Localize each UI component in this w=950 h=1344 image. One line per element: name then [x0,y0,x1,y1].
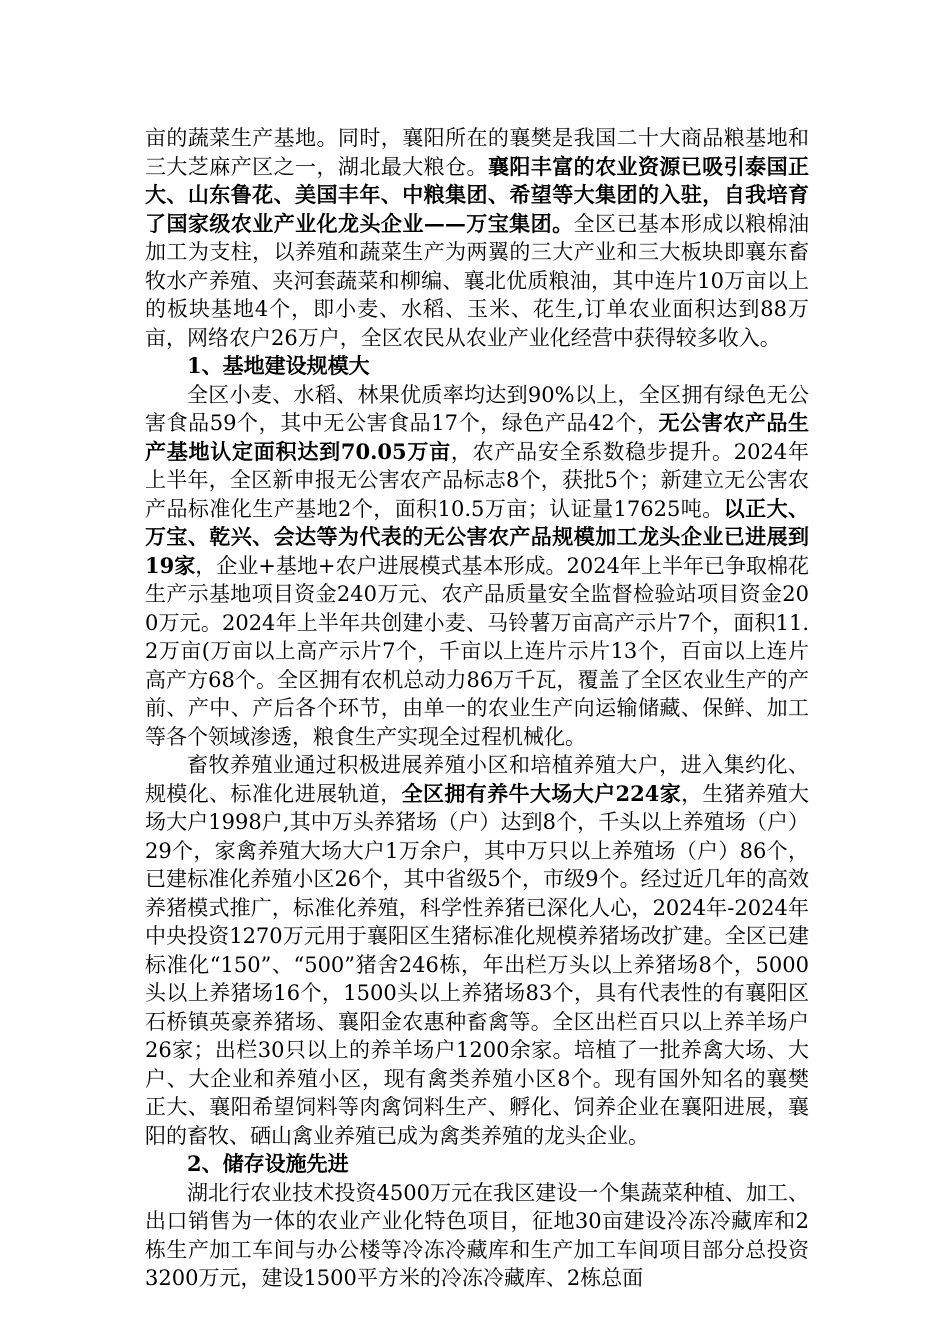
text-run: 湖北行农业技术投资4500万元在我区建设一个集蔬菜种植、加工、出口销售为一体的农业产业化特色项目，征地30亩建设冷冻冷藏库和2栋生产加工车间与办公楼等冷冻冷藏库和生产加工车间项目部分总投资3200万元，建设1500平方米的冷冻冷藏库、2栋总面 [145,1180,809,1290]
text-run: ，企业+基地+农户进展模式基本形成。2024年上半年已争取棉花生产示基地项目资金240万元、农产品质量安全监督检验站项目资金200万元。2024年上半年共创建小麦、马铃薯万亩高产示片7个，面积11.2万亩(万亩以上高产示片7个，千亩以上连片示片13个，百亩以上连片高产方68个。全区拥有农机总动力86万千瓦，覆盖了全区农业生产的产前、产中、产后各个环节，由单一的农业生产向运输储藏、保鲜、加工等各个领域渗透，粮食生产实现全过程机械化。 [145,553,809,749]
text-run: 亩的蔬菜生产基地。同时，襄阳所在的襄樊是我国二十大商品粮基地和三大芝麻产区之一，湖北最大粮仓。 [145,126,809,179]
text-run: 全区已基本形成以粮棉油加工为支柱，以养殖和蔬菜生产为两翼的三大产业和三大板块即襄东畜牧水产养殖、夹河套蔬菜和柳编、襄北优质粮油，其中连片10万亩以上的板块基地4个，即小麦、水稻、玉米、花生,订单农业面积达到88万亩，网络农户26万户，全区农民从农业产业化经营中获得较多收入。 [145,211,809,350]
text-run-bold: 襄阳丰富的农业资源已吸引泰国正大、山东鲁花、美国丰年、中粮集团、希望等大集团的入驻，自我培育了国家级农业产业化龙头企业——万宝集团。 [145,153,810,236]
heading-text: 2、储存设施先进 [187,1151,349,1176]
text-run: 全区小麦、水稻、林果优质率均达到90%以上，全区拥有绿色无公害食品59个，其中无公害食品17个，绿色产品42个， [145,382,809,435]
body-paragraph [145,124,809,352]
text-run: 畜牧养殖业通过积极进展养殖小区和培植养殖大户，进入集约化、规模化、标准化进展轨道， [145,753,809,806]
heading-text: 1、基地建设规模大 [187,353,370,378]
section-heading [145,352,809,381]
document-page [145,124,809,1293]
text-run: ，生猪养殖大场大户1998户,其中万头养猪场（户）达到8个，千头以上养殖场（户）29个，家禽养殖大场大户1万余户，其中万只以上养殖场（户）86个，已建标准化养殖小区26个，其中省级5个，市级9个。经过近几年的高效养猪模式推广，标准化养殖，科学性养猪已深化人心，2024年-2024年中央投资1270万元用于襄阳区生猪标准化规模养猪场改扩建。全区已建标准化“150”、“500”猪舍246栋，年出栏万头以上养猪场8个，5000头以上养猪场16个，1500头以上养猪场83个，具有代表性的有襄阳区石桥镇英豪养猪场、襄阳金农惠种畜禽等。全区出栏百只以上养羊场户26家；出栏30只以上的养羊场户1200余家。培植了一批养禽大场、大户、大企业和养殖小区，现有禽类养殖小区8个。现有国外知名的襄樊正大、襄阳希望饲料等肉禽饲料生产、孵化、饲养企业在襄阳进展，襄阳的畜牧、硒山禽业养殖已成为禽类养殖的龙头企业。 [145,781,810,1148]
body-paragraph [145,381,809,752]
body-paragraph [145,751,809,1150]
text-run-bold: 全区拥有养牛大场大户224家 [401,780,682,806]
text-run: ，农产品安全系数稳步提升。2024年上半年，全区新申报无公害农产品标志8个，获批5个；新建立无公害农产品标准化生产基地2个，面积10.5万亩；认证量17625吨。 [145,439,809,521]
body-paragraph [145,1179,809,1293]
text-run-bold: 以正大、万宝、乾兴、会达等为代表的无公害农产品规模加工龙头企业已进展到19家 [145,495,810,578]
section-heading [145,1150,809,1179]
text-run-bold: 无公害农产品生产基地认定面积达到70.05万亩 [145,410,809,464]
